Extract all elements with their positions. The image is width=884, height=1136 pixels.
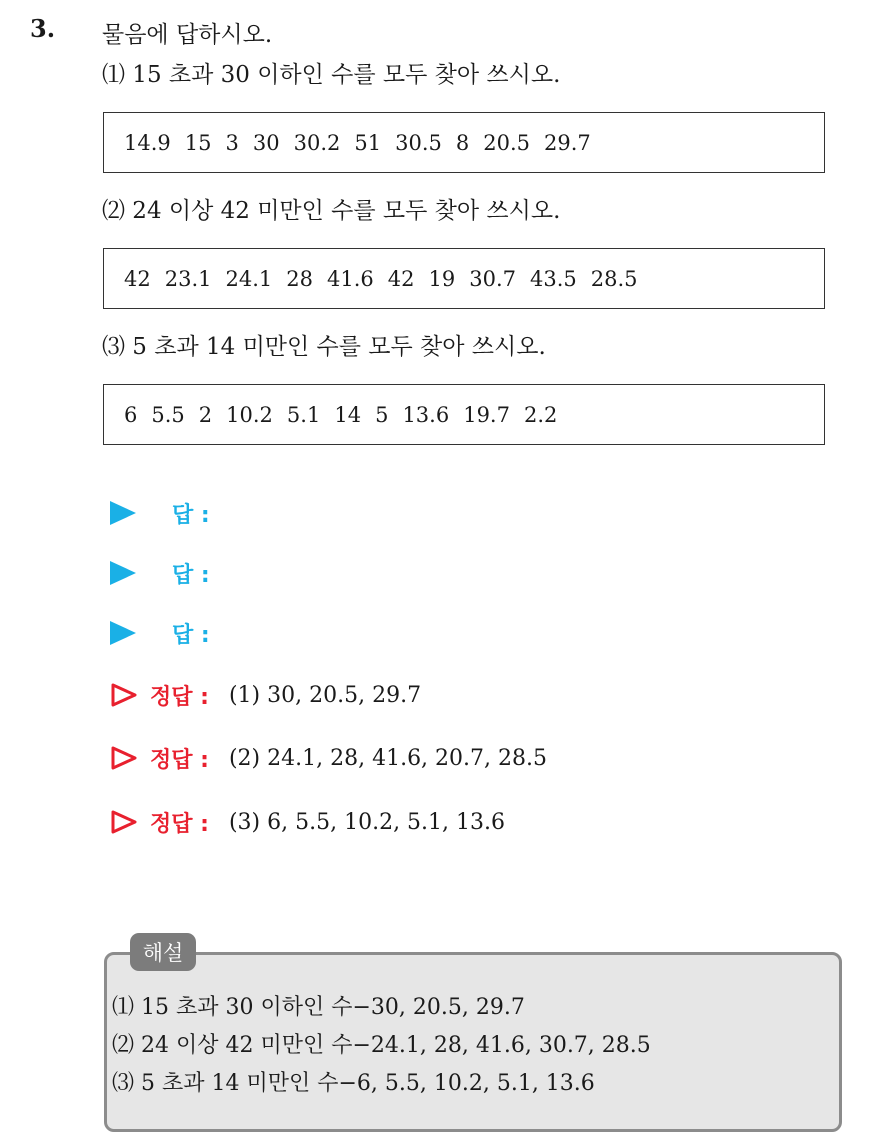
part-3-number-box (103, 384, 825, 445)
number-item: 5.5 (151, 402, 185, 427)
number-item: 19 (428, 266, 456, 291)
number-item: 51 (354, 130, 382, 155)
number-item: 19.7 (463, 402, 510, 427)
answer-key-value: (1) 30, 20.5, 29.7 (228, 682, 422, 708)
answer-key-label: 정답 : (150, 747, 209, 773)
number-item: 2.2 (523, 402, 558, 427)
part-2-prompt: ⑵ 24 이상 42 미만인 수를 모두 찾아 쓰시오. (102, 198, 561, 224)
number-item: 14.9 (124, 130, 171, 155)
answer-key-value: (3) 6, 5.5, 10.2, 5.1, 13.6 (228, 809, 506, 835)
number-item: 5 (375, 402, 389, 427)
answer-key-value: (2) 24.1, 28, 41.6, 20.7, 28.5 (228, 745, 548, 771)
play-arrow-icon (110, 621, 136, 645)
question-number: 3. (30, 14, 56, 43)
part-2-number-box (103, 248, 825, 309)
number-item: 42 (124, 266, 151, 291)
number-item: 43.5 (530, 266, 577, 291)
number-item: 13.6 (402, 402, 450, 427)
outline-triangle-icon (110, 682, 138, 708)
outline-triangle-icon (110, 745, 138, 771)
number-item: 30 (252, 130, 280, 155)
part-1-number-box (103, 112, 825, 173)
number-item: 42 (387, 266, 415, 291)
number-item: 5.1 (286, 402, 321, 427)
number-item: 41.6 (327, 266, 374, 291)
number-item: 20.5 (483, 130, 531, 155)
answer-label: 답 : (172, 622, 210, 648)
part-3-number-list (124, 403, 571, 427)
part-2-number-list (124, 267, 652, 291)
number-item: 14 (334, 402, 362, 427)
number-item: 29.7 (544, 130, 591, 155)
solution-line-3: ⑶ 5 초과 14 미만인 수−6, 5.5, 10.2, 5.1, 13.6 (112, 1071, 595, 1096)
solution-line-2: ⑵ 24 이상 42 미만인 수−24.1, 28, 41.6, 30.7, 28.5 (112, 1033, 651, 1058)
number-item: 15 (184, 130, 212, 155)
answer-key-row-1 (110, 677, 421, 713)
solution-line-1: ⑴ 15 초과 30 이하인 수−30, 20.5, 29.7 (112, 995, 525, 1020)
answer-label: 답 : (172, 502, 210, 528)
number-item: 30.5 (395, 130, 442, 155)
number-item: 28.5 (590, 266, 638, 291)
part-1-prompt: ⑴ 15 초과 30 이하인 수를 모두 찾아 쓰시오. (102, 62, 561, 88)
answer-label: 답 : (172, 562, 210, 588)
answer-key-row-3 (110, 804, 505, 840)
number-item: 28 (286, 266, 313, 291)
answer-key-row-2 (110, 740, 547, 776)
number-item: 3 (225, 130, 239, 155)
answer-row-2[interactable] (110, 556, 210, 590)
answer-key-label: 정답 : (150, 684, 209, 710)
number-item: 30.7 (469, 266, 516, 291)
outline-triangle-icon (110, 809, 138, 835)
part-3-prompt: ⑶ 5 초과 14 미만인 수를 모두 찾아 쓰시오. (102, 334, 546, 360)
number-item: 24.1 (225, 266, 273, 291)
number-item: 10.2 (226, 402, 273, 427)
number-item: 23.1 (164, 266, 212, 291)
question-instruction: 물음에 답하시오. (102, 22, 273, 48)
solution-tag: 해설 (130, 933, 196, 971)
answer-row-3[interactable] (110, 616, 210, 650)
play-arrow-icon (110, 561, 136, 585)
play-arrow-icon (110, 501, 136, 525)
number-item: 2 (198, 402, 213, 427)
number-item: 30.2 (293, 130, 341, 155)
answer-row-1[interactable] (110, 496, 210, 530)
answer-key-label: 정답 : (150, 811, 209, 837)
number-item: 6 (124, 402, 138, 427)
part-1-number-list (124, 131, 605, 155)
number-item: 8 (455, 130, 470, 155)
